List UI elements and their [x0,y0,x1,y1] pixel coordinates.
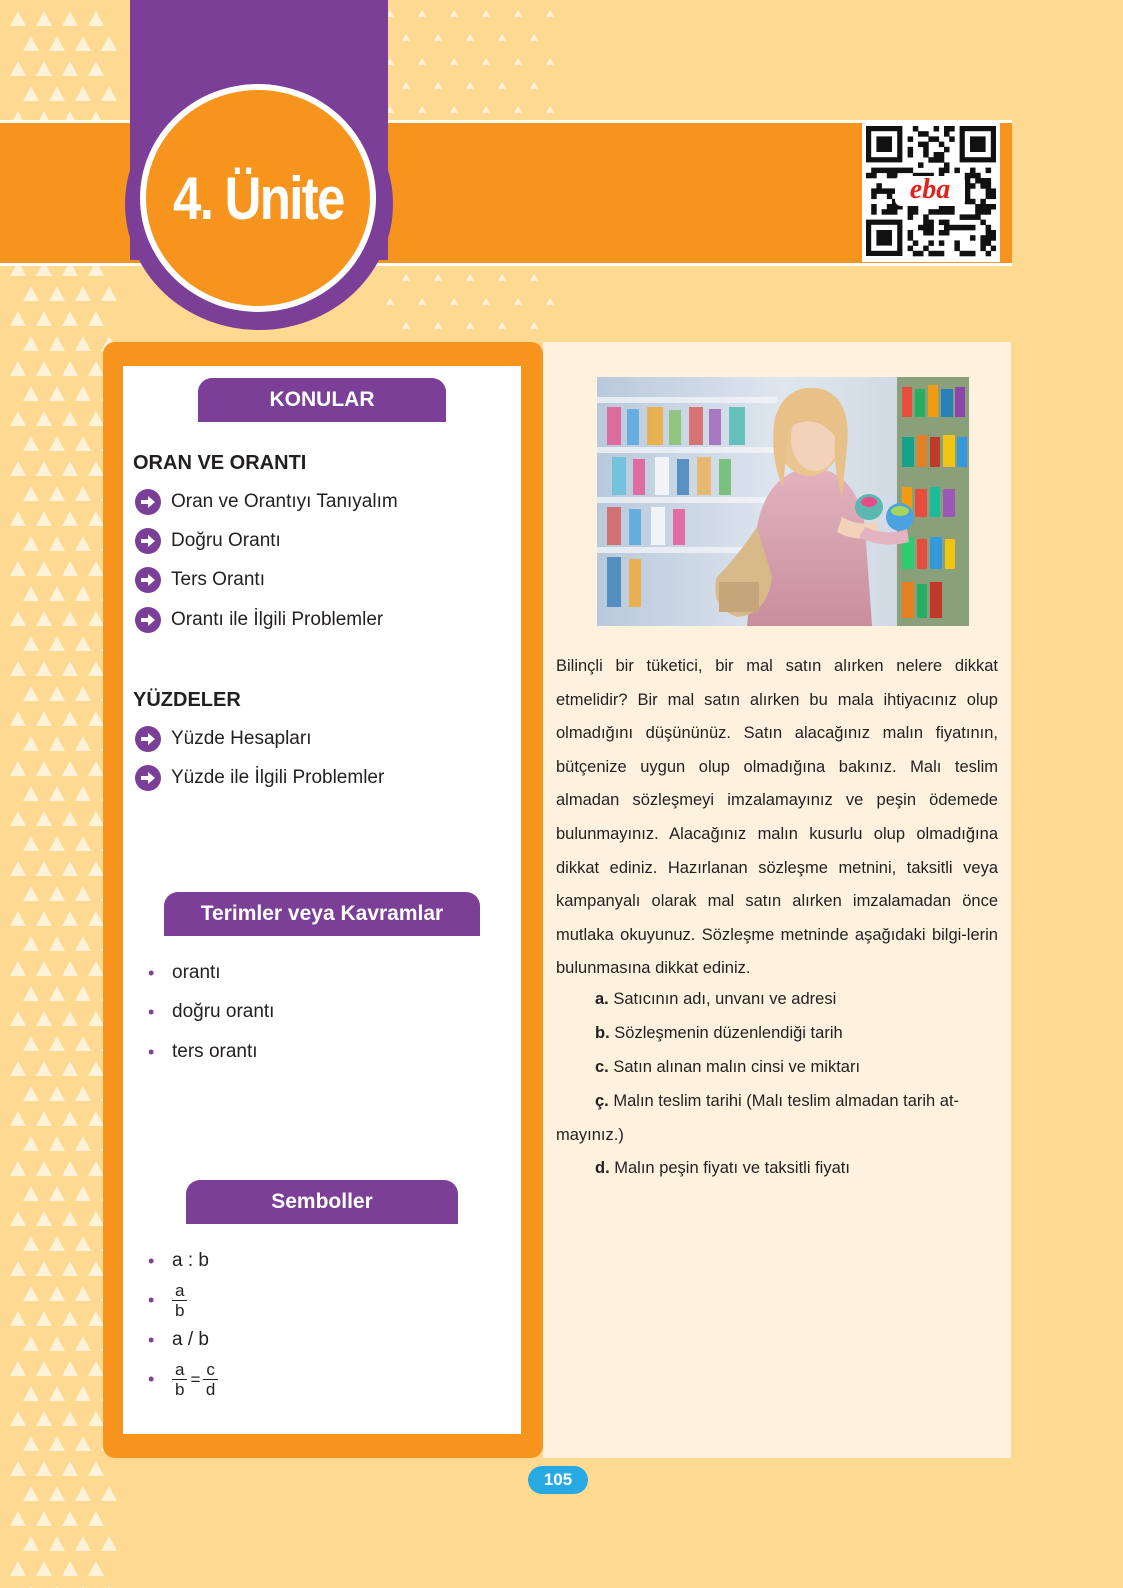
topic-label: Yüzde Hesapları [171,728,312,749]
topic-label: Doğru Orantı [171,530,281,551]
arrow-right-icon [135,489,161,515]
list-marker: c. [595,1058,609,1076]
bullet-icon: • [148,1290,155,1310]
symbol-fraction-left [172,1360,187,1399]
list-item [595,1058,860,1077]
denominator: b [175,1301,185,1320]
symbol-item [148,1250,209,1272]
topic-item [135,528,281,554]
list-marker: b. [595,1024,610,1042]
topics-heading: KONULAR [198,378,446,422]
eba-logo: eba [895,176,965,206]
arrow-right-icon [135,528,161,554]
list-item [595,1024,843,1043]
bullet-icon: • [148,1250,155,1271]
numerator: c [203,1360,218,1380]
symbols-heading: Semboller [186,1180,458,1224]
arrow-right-icon [135,765,161,791]
list-marker: d. [595,1159,610,1177]
list-text: mayınız.) [556,1126,624,1144]
term-item [148,962,221,984]
numerator: a [172,1360,187,1380]
arrow-right-icon [135,567,161,593]
list-marker: ç. [595,1092,609,1110]
article-paragraph: Bilinçli bir tüketici, bir mal satın alırken nelere dikkat etmelidir? Bir mal satın alırken bu mala ihtiyacınız olup olmadığını düşününüz. Satın alacağınız malın fiyatının, bütçenize uygun olup olmadığına bakınız. Malı teslim almadan sözleşmeyi imzalamayınız ve peşin ödemede bulunmayınız. Alacağınız malın kusurlu olup olmadığına dikkat ediniz. Hazırlanan sözleşme metnini, taksitli veya kampanyalı olarak mal satın alırken imzalamadan önce mutlaka okuyunuz. Sözleşme metninde aşağıdaki bilgi-lerin bulunmasına dikkat ediniz. [556,657,998,978]
list-text: Malın teslim tarihi (Malı teslim almadan tarih at- [613,1092,960,1110]
symbol-ratio-slash: a / b [172,1329,209,1350]
symbol-item [148,1329,209,1351]
bullet-icon: • [148,962,155,983]
shopper-photo [597,377,969,626]
symbol-item [148,1360,218,1399]
topic-item [135,765,384,791]
term-item [148,1001,274,1023]
page-number: 105 [528,1466,588,1494]
symbol-fraction-right [203,1360,218,1399]
denominator: b [175,1380,185,1399]
topic-item [135,607,383,633]
topic-item [135,726,311,752]
numerator: a [172,1281,187,1301]
topic-label: Oran ve Orantıyı Tanıyalım [171,491,398,512]
bullet-icon: • [148,1001,155,1022]
list-text: Satın alınan malın cinsi ve miktarı [613,1058,861,1076]
topic-label: Ters Orantı [171,569,265,590]
topic-label: Yüzde ile İlgili Problemler [171,767,385,788]
bullet-icon: • [148,1041,155,1062]
topic-item [135,567,265,593]
list-item [595,1159,850,1178]
list-text: Sözleşmenin düzenlendiği tarih [614,1024,843,1042]
term-item [148,1041,258,1063]
symbol-fraction [172,1281,187,1320]
unit-badge [140,84,376,312]
bullet-icon: • [148,1369,155,1389]
symbol-ratio-colon: a : b [172,1250,209,1271]
topic-item [135,489,398,515]
list-item [595,1092,999,1111]
list-text: Satıcının adı, unvanı ve adresi [613,990,837,1008]
symbol-item [148,1281,187,1320]
arrow-right-icon [135,607,161,633]
list-text: Malın peşin fiyatı ve taksitli fiyatı [614,1159,850,1177]
unit-title: 4. Ünite [172,164,344,232]
term-label: doğru orantı [172,1001,275,1022]
section-title-yuzdeler: YÜZDELER [133,689,241,711]
list-item [595,990,836,1009]
denominator: d [205,1380,216,1399]
list-marker: a. [595,990,609,1008]
arrow-right-icon [135,726,161,752]
topic-label: Orantı ile İlgili Problemler [171,609,384,630]
terms-heading: Terimler veya Kavramlar [164,892,480,936]
term-label: ters orantı [172,1041,258,1062]
list-item-continuation [556,1126,624,1145]
equals-sign: = [190,1369,201,1389]
section-title-oran: ORAN VE ORANTI [133,452,307,474]
term-label: orantı [172,962,221,983]
bullet-icon: • [148,1329,155,1350]
